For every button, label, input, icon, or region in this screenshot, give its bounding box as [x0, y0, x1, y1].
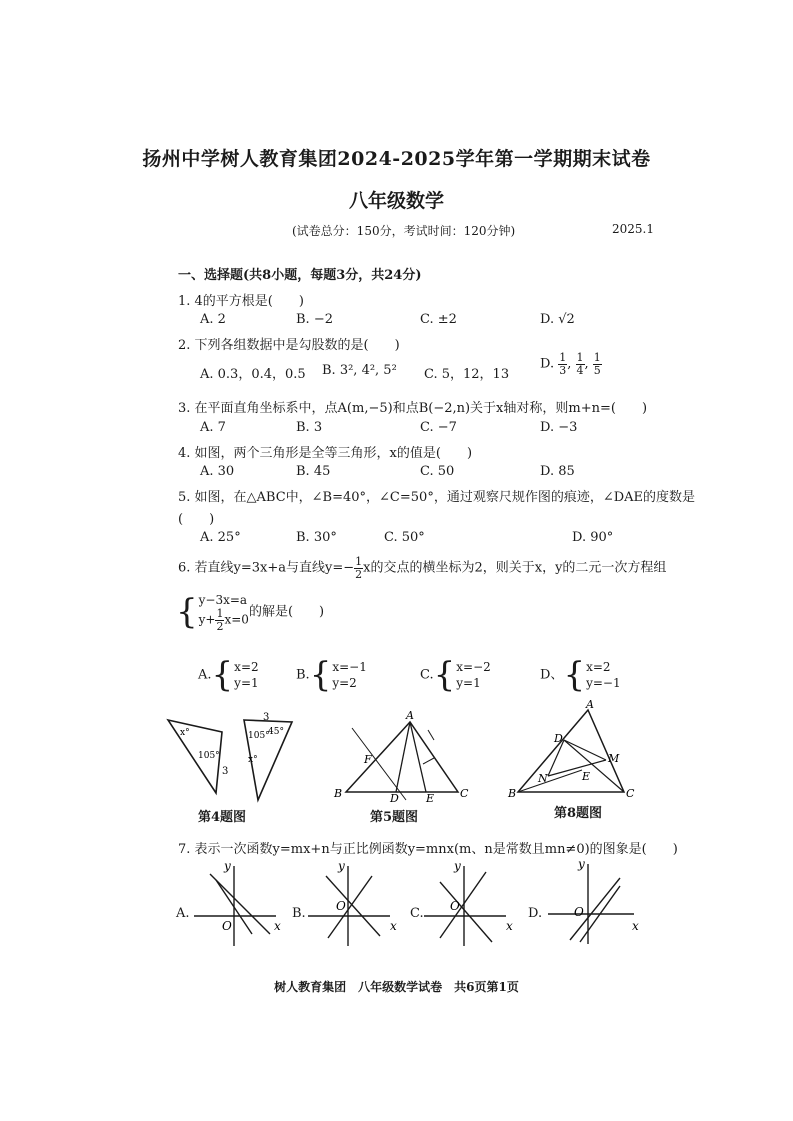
origin-label: O	[222, 919, 232, 933]
q7-graph-b	[304, 858, 404, 950]
fig8-label-b: B	[508, 787, 517, 800]
fig5-label-e: E	[426, 792, 435, 805]
q2-option-c: C. 5，12，13	[424, 367, 510, 382]
fig8-label-m: M	[608, 752, 620, 765]
q5-option-c: C. 50°	[384, 530, 425, 545]
fig4-angle-105-right: 105°	[248, 731, 270, 741]
q4-option-b: B. 45	[296, 464, 331, 479]
brace-icon: {	[176, 592, 198, 633]
fig4-angle-x-left: x°	[180, 728, 190, 738]
q6-stem-head: 6. 若直线y=3x+a与直线y=−	[178, 560, 355, 576]
q5-option-d: D. 90°	[572, 530, 614, 545]
q7-option-b-label: B.	[292, 906, 306, 921]
fig8-triangle-abc	[518, 710, 624, 792]
exam-subtitle: 八年级数学	[348, 190, 444, 212]
graph-line	[326, 876, 380, 936]
fig5-line-ad	[396, 722, 410, 792]
q7-option-a-label: A.	[176, 906, 190, 921]
q6-system-tail: 的解是( )	[248, 604, 325, 620]
fig5-triangle-abc	[346, 722, 458, 792]
q3-option-c: C. −7	[420, 420, 457, 435]
fig4-angle-x-right: x°	[248, 755, 258, 765]
origin-label: O	[336, 899, 346, 913]
q7-graph-a	[190, 858, 290, 950]
question-3-stem: 3. 在平面直角坐标系中，点A(m,−5)和点B(−2,n)关于x轴对称，则m+n=( )	[178, 401, 648, 416]
q1-option-b: B. −2	[296, 312, 333, 327]
q6-stem-tail: x的交点的横坐标为2，则关于x，y的二元一次方程组	[363, 560, 667, 576]
fig5-perpendicular-bisector	[352, 728, 406, 800]
question-5-blank: ( )	[178, 512, 215, 527]
exam-title: 扬州中学树人教育集团2024-2025学年第一学期期末试卷	[142, 148, 651, 170]
axis-x-label: x	[506, 919, 513, 933]
q1-option-c: C. ±2	[420, 312, 457, 327]
page-footer: 树人教育集团 八年级数学试卷 共6页第1页	[274, 980, 519, 994]
figure-8	[500, 700, 650, 804]
figure-4	[160, 708, 310, 808]
fraction-one-fourth: $\frac{1}{4}$	[576, 351, 584, 377]
q6-option-c: C.{ x=−2 y=1	[420, 655, 491, 695]
exam-info: (试卷总分：150分，考试时间：120分钟)	[292, 224, 516, 238]
brace-icon: {	[433, 655, 456, 695]
fig5-label-b: B	[334, 787, 343, 800]
q6-option-b: B.{ x=−1 y=2	[296, 655, 367, 695]
question-7-stem: 7. 表示一次函数y=mx+n与正比例函数y=mnx(m、n是常数且mn≠0)的图象是( )	[178, 842, 678, 857]
q5-option-a: A. 25°	[200, 530, 241, 545]
fig8-label-d: D	[554, 732, 563, 745]
fig8-line-dn	[548, 740, 564, 776]
question-5-stem: 5. 如图，在△ABC中，∠B=40°，∠C=50°，通过观察尺规作图的痕迹，∠DAE的度数是	[178, 490, 696, 505]
axis-y-label: y	[338, 859, 345, 873]
fig5-arc-mark	[428, 730, 434, 740]
figure-8-caption: 第8题图	[554, 806, 603, 821]
fig8-label-e: E	[582, 770, 591, 783]
figure-4-caption: 第4题图	[198, 810, 247, 825]
fig5-label-d: D	[390, 792, 399, 805]
section-heading: 一、选择题(共8小题，每题3分，共24分)	[178, 268, 422, 283]
axis-y-label: y	[578, 857, 585, 871]
fig4-side-3-left: 3	[222, 766, 229, 777]
q3-option-d: D. −3	[540, 420, 578, 435]
q6-equation-system	[176, 592, 324, 632]
question-6-stem	[178, 556, 666, 580]
axis-y-label: y	[454, 859, 461, 873]
axis-y-label: y	[224, 859, 231, 873]
q5-option-b: B. 30°	[296, 530, 337, 545]
q7-graph-d	[544, 856, 644, 948]
fig8-line-nm	[548, 760, 606, 776]
fig4-angle-45-right: 45°	[268, 727, 284, 737]
fig8-line-dm	[564, 740, 606, 760]
q6-option-a: A.{ x=2 y=1	[198, 655, 259, 695]
q2-option-d-label: D.	[540, 356, 555, 372]
question-1-stem: 1. 4的平方根是( )	[178, 294, 304, 309]
fig8-line-dc	[564, 740, 624, 792]
q7-option-d-label: D.	[528, 906, 543, 921]
q6-system-line-1: y−3x=a	[198, 593, 248, 607]
graph-line	[210, 874, 270, 934]
fig8-label-n: N	[538, 772, 548, 785]
exam-date: 2025.1	[612, 222, 654, 236]
q2-option-d: D. $\frac{1}{3}$ , $\frac{1}{4}$ , $\frac{1}{5}$	[540, 351, 601, 377]
q7-graph-c	[420, 858, 520, 950]
question-2-stem: 2. 下列各组数据中是勾股数的是( )	[178, 338, 400, 353]
q1-option-d: D. √2	[540, 312, 575, 327]
question-4-stem: 4. 如图，两个三角形是全等三角形，x的值是( )	[178, 446, 473, 461]
q6-system-line-2: y+ $\frac{1}{2}$ x=0	[198, 607, 249, 633]
axis-x-label: x	[632, 919, 639, 933]
axis-x-label: x	[390, 919, 397, 933]
brace-icon: {	[309, 655, 332, 695]
graph-line	[440, 882, 492, 942]
q2-option-b: B. 3², 4², 5²	[322, 363, 397, 378]
brace-icon: {	[563, 655, 586, 695]
q1-option-a: A. 2	[200, 312, 226, 327]
q3-option-b: B. 3	[296, 420, 323, 435]
q6-option-d: D、{ x=2 y=−1	[540, 655, 621, 695]
q2-option-a: A. 0.3，0.4，0.5	[200, 367, 306, 382]
fig5-arc-mark	[423, 758, 434, 764]
axis-x-label: x	[274, 919, 281, 933]
q7-option-c-label: C.	[410, 906, 424, 921]
fraction-one-fifth: $\frac{1}{5}$	[593, 351, 601, 377]
q4-option-d: D. 85	[540, 464, 575, 479]
fraction-one-half: $\frac{1}{2}$	[355, 555, 363, 581]
q3-option-a: A. 7	[200, 420, 226, 435]
fig8-label-c: C	[626, 787, 635, 800]
brace-icon: {	[211, 655, 234, 695]
fig5-label-f: F	[364, 753, 372, 766]
origin-label: O	[574, 905, 584, 919]
figure-5	[330, 708, 480, 808]
figure-5-caption: 第5题图	[370, 810, 419, 825]
fig4-side-3-right: 3	[263, 712, 270, 723]
fig8-label-a: A	[586, 698, 594, 711]
fig5-label-c: C	[460, 787, 469, 800]
q4-option-a: A. 30	[200, 464, 235, 479]
fig4-angle-105-left: 105°	[198, 751, 220, 761]
origin-label: O	[450, 899, 460, 913]
q4-option-c: C. 50	[420, 464, 455, 479]
fig5-label-a: A	[406, 709, 414, 722]
fraction-one-third: $\frac{1}{3}$	[559, 351, 567, 377]
